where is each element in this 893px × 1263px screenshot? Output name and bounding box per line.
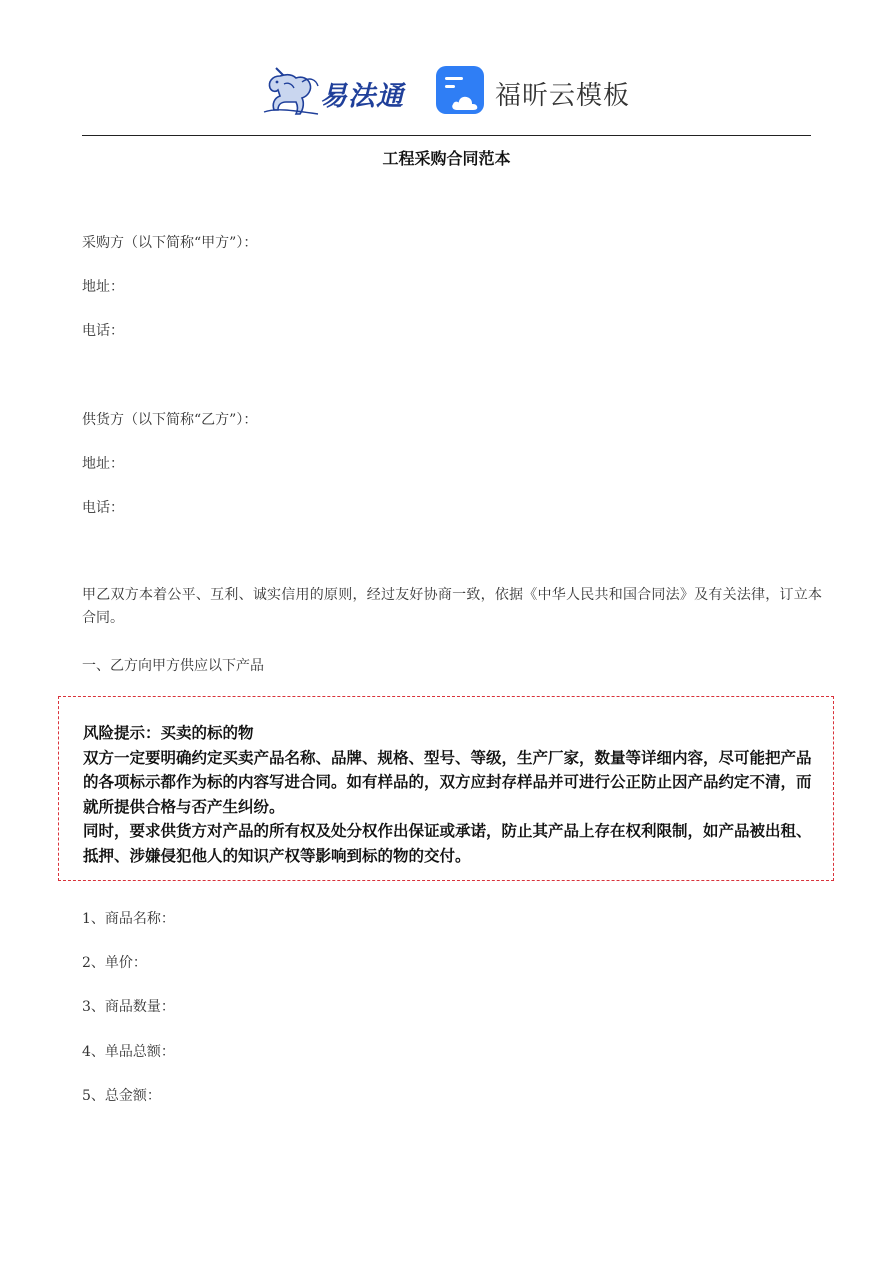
unicorn-mascot-icon: [262, 62, 322, 118]
supplier-phone: 电话：: [82, 500, 124, 516]
yifatong-logo-text: 易法通: [320, 81, 404, 112]
section-heading: 一、乙方向甲方供应以下产品: [82, 658, 264, 674]
supplier-label: 供货方（以下简称“乙方”）：: [82, 412, 258, 428]
item-unit-price: 2、单价：: [82, 955, 147, 971]
item-line-total: 4、单品总额：: [82, 1044, 175, 1060]
fuxin-logo-text: 福昕云模板: [495, 81, 631, 111]
risk-tip-box: [58, 696, 834, 881]
page-header: [0, 58, 893, 124]
buyer-phone: 电话：: [82, 323, 124, 339]
risk-tip-body-2: 同时，要求供货方对产品的所有权及处分权作出保证或承诺，防止其产品上存在权利限制，如产品被出租、抵押、涉嫌侵犯他人的知识产权等影响到标的物的交付。: [83, 821, 812, 865]
risk-tip-content: [83, 721, 818, 868]
item-quantity: 3、商品数量：: [82, 999, 175, 1015]
document-cloud-icon: [435, 65, 489, 119]
item-product-name: 1、商品名称：: [82, 911, 175, 927]
buyer-address: 地址：: [82, 279, 124, 295]
supplier-address: 地址：: [82, 456, 124, 472]
fuxin-logo: [435, 65, 635, 119]
document-title: 工程采购合同范本: [382, 149, 511, 168]
buyer-label: 采购方（以下简称“甲方”）：: [82, 235, 258, 251]
item-grand-total: 5、总金额：: [82, 1088, 161, 1104]
risk-tip-heading: 风险提示：买卖的标的物: [83, 723, 254, 742]
header-divider: [82, 135, 811, 136]
risk-tip-body-1: 双方一定要明确约定买卖产品名称、品牌、规格、型号、等级，生产厂家，数量等详细内容，尽可能把产品的各项标示都作为标的内容写进合同。如有样品的，双方应封存样品并可进行公正防止因产品约定不清，而就所提供合格与否产生纠纷。: [83, 747, 812, 816]
yifatong-logo: [262, 62, 412, 118]
preamble-paragraph: 甲乙双方本着公平、互利、诚实信用的原则，经过友好协商一致，依据《中华人民共和国合同法》及有关法律，订立本合同。: [82, 587, 822, 626]
